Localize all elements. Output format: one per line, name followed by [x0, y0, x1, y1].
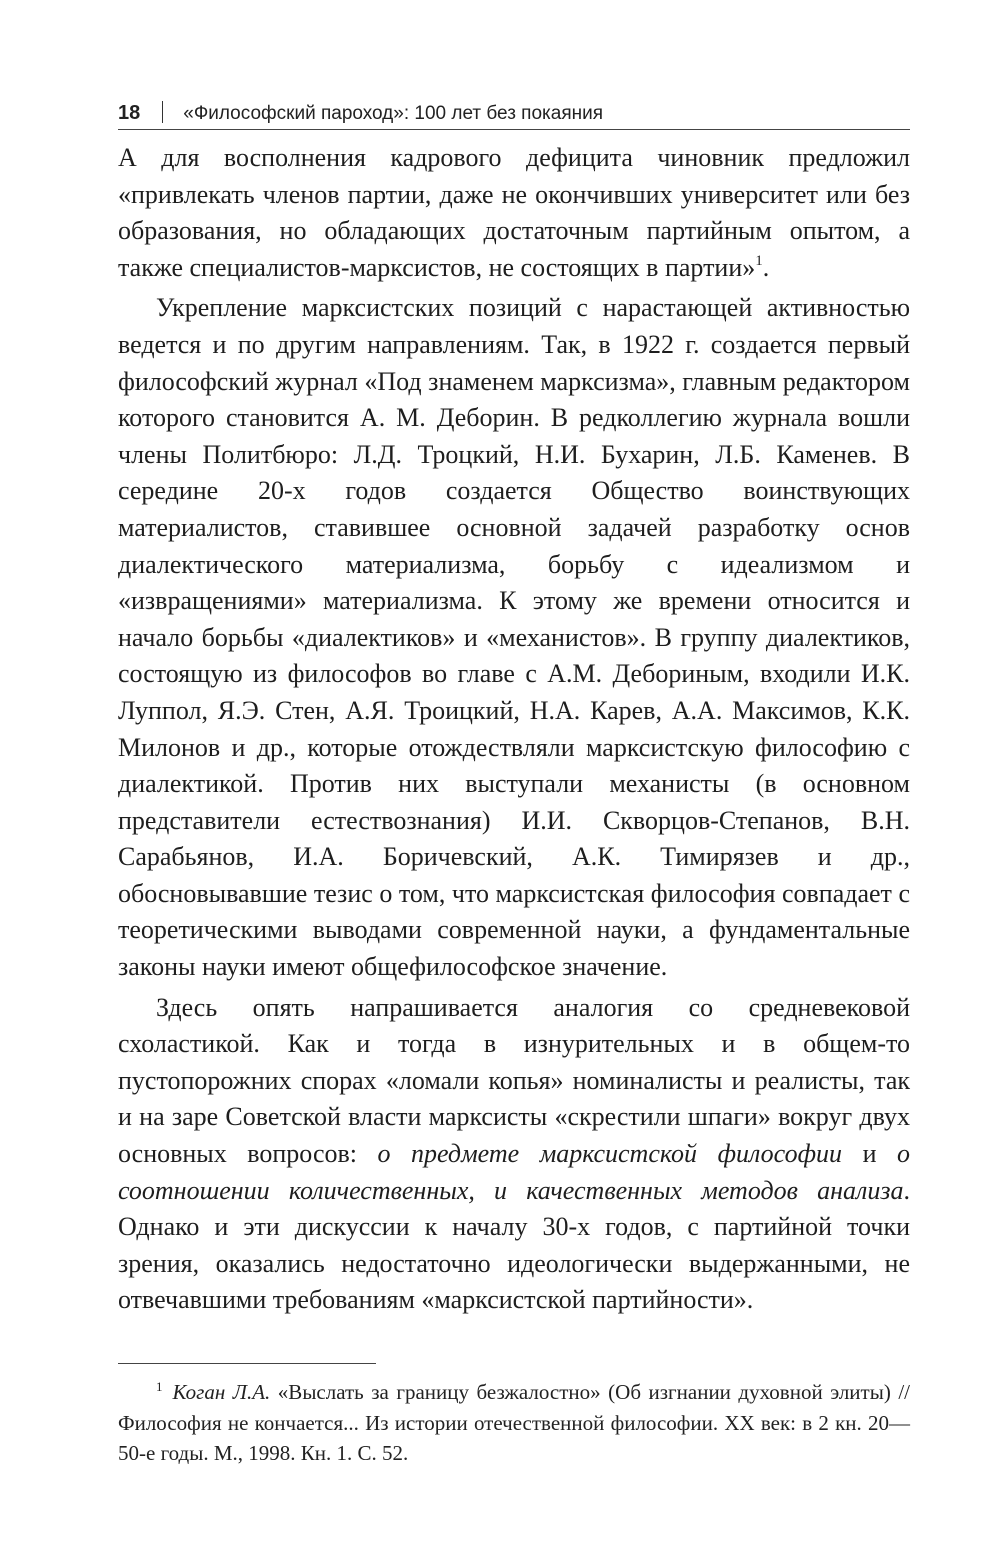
- footnote-rule: [118, 1363, 376, 1364]
- paragraph-3-text-c: . Однако и эти дискуссии к началу 30-х годов, с партийной точки зрения, оказались недостаточно идеологически выдержанными, не отвечавшими требованиям «марксистской партийности».: [118, 1175, 910, 1315]
- emphasis-methods-of-analysis: о соотношении количественных, и качественных методов анализа: [118, 1139, 911, 1205]
- footnote-author: Коган Л.А.: [172, 1380, 271, 1404]
- emphasis-subject-of-philosophy: о предмете марксистской философии: [377, 1139, 843, 1169]
- paragraph-1-tail: .: [762, 252, 770, 282]
- paragraph-1: [118, 140, 910, 286]
- header-separator: [162, 101, 163, 123]
- paragraph-3-text-b: и: [842, 1139, 898, 1169]
- running-title: «Философский пароход»: 100 лет без покаяния: [183, 103, 604, 124]
- footnote-text: «Выслать за границу безжалостно» (Об изгнании духовной элиты) // Философия не кончается... Из истории отечественной философии. XX век: в 2 кн. 20—50-е годы. М., 1998. Кн. 1. С. 52.: [118, 1380, 910, 1465]
- paragraph-3: [118, 990, 910, 1319]
- header-rule: [118, 129, 910, 130]
- body-text: [118, 140, 910, 1319]
- running-header: [118, 98, 910, 128]
- page-number: 18: [118, 102, 141, 124]
- paragraph-3-text-a: Здесь опять напрашивается аналогия со средневековой схоластикой. Как и тогда в изнурительных и в общем-то пустопорожних спорах «ломали копья» номиналисты и реалисты, так и на заре Советской власти марксисты «скрестили шпаги» вокруг двух основных вопросов:: [118, 992, 910, 1169]
- footnote: [118, 1377, 910, 1469]
- paragraph-2: Укрепление марксистских позиций с нарастающей активностью ведется и по другим направлениям. Так, в 1922 г. создается первый философский журнал «Под знаменем марксизма», главным редактором которого становится А. М. Деборин. В редколлегию журнала вошли члены Политбюро: Л.Д. Троцкий, Н.И. Бухарин, Л.Б. Каменев. В середине 20-х годов создается Общество воинствующих материалистов, ставившее основной задачей разработку основ диалектического материализма, борьбу с идеализмом и «извращениями» материализма. К этому же времени относится и начало борьбы «диалектиков» и «механистов». В группу диалектиков, состоящую из философов во главе с А.М. Дебориным, входили И.К. Луппол, Я.Э. Стен, А.Я. Троицкий, Н.А. Карев, А.А. Максимов, К.К. Милонов и др., которые отождествляли марксистскую философию с диалектикой. Против них выступали механисты (в основном представители естествознания) И.И. Скворцов-Степанов, В.Н. Сарабьянов, И.А. Боричевский, А.К. Тимирязев и др., обосновывавшие тезис о том, что марксистская философия совпадает с теоретическими выводами современной науки, а фундаментальные законы науки имеют общефилософское значение.: [118, 293, 910, 982]
- footnote-reference[interactable]: 1: [755, 252, 763, 269]
- footnote-mark: 1: [156, 1379, 163, 1394]
- paragraph-1-text: А для восполнения кадрового дефицита чиновник предложил «привлекать членов партии, даже не окончивших университет или без образования, но обладающих достаточным партийным опытом, а также специалистов-марксистов, не состоящих в партии»: [118, 143, 910, 282]
